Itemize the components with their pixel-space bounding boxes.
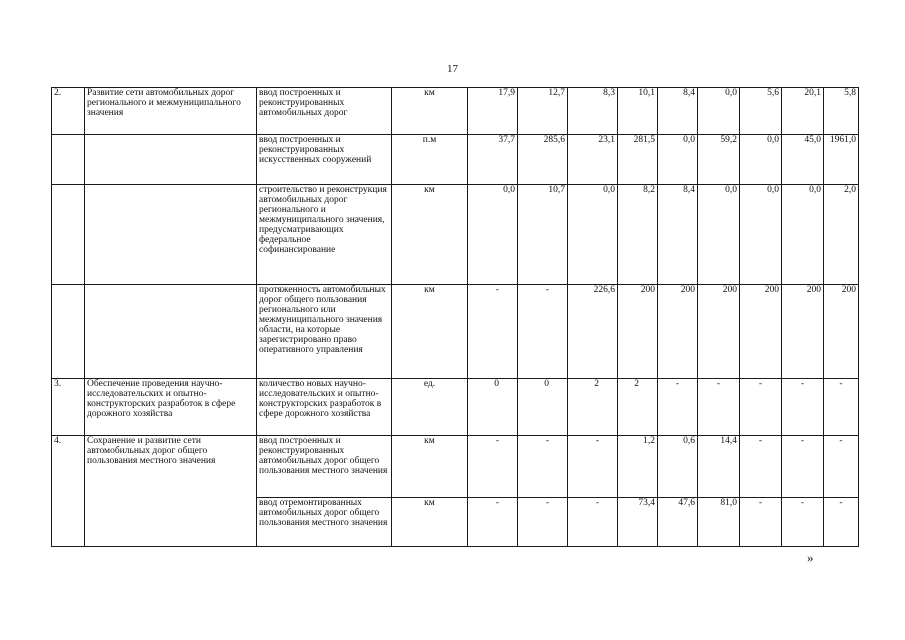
value-cell: 0,0 bbox=[698, 88, 740, 135]
value-cell: - bbox=[518, 285, 568, 379]
value-cell: 73,4 bbox=[618, 498, 658, 547]
value-cell: - bbox=[782, 498, 824, 547]
value-cell: 0 bbox=[518, 379, 568, 436]
value-cell: 285,6 bbox=[518, 135, 568, 185]
value-cell: 5,8 bbox=[824, 88, 859, 135]
value-cell: - bbox=[468, 436, 518, 498]
row-number bbox=[52, 135, 85, 185]
value-cell: - bbox=[824, 436, 859, 498]
row-number bbox=[52, 285, 85, 379]
table-row bbox=[52, 88, 859, 135]
indicator-name: строительство и реконструкция автомобильных дорог регионального и межмуниципального значения, предусматривающих федеральное софинансирование bbox=[257, 185, 392, 285]
indicator-name: ввод построенных и реконструированных автомобильных дорог bbox=[257, 88, 392, 135]
value-cell: 81,0 bbox=[698, 498, 740, 547]
value-cell: 200 bbox=[698, 285, 740, 379]
indicators-table bbox=[51, 87, 859, 547]
unit-cell: ед. bbox=[392, 379, 468, 436]
value-cell: 23,1 bbox=[568, 135, 618, 185]
value-cell: - bbox=[824, 498, 859, 547]
indicator-name: ввод отремонтированных автомобильных дорог общего пользования местного значения bbox=[257, 498, 392, 547]
value-cell: - bbox=[518, 436, 568, 498]
value-cell: 8,4 bbox=[658, 185, 698, 285]
value-cell: 12,7 bbox=[518, 88, 568, 135]
table-row bbox=[52, 285, 859, 379]
value-cell: 0,0 bbox=[740, 135, 782, 185]
value-cell: 0,0 bbox=[468, 185, 518, 285]
value-cell: - bbox=[824, 379, 859, 436]
measure-name: Обеспечение проведения научно-исследовательских и опытно-конструкторских разработок в сфере дорожного хозяйства bbox=[85, 379, 257, 436]
value-cell: 8,3 bbox=[568, 88, 618, 135]
value-cell: 0,0 bbox=[740, 185, 782, 285]
row-number bbox=[52, 185, 85, 285]
measure-name bbox=[85, 285, 257, 379]
value-cell: 200 bbox=[658, 285, 698, 379]
value-cell: - bbox=[568, 436, 618, 498]
unit-cell: км bbox=[392, 185, 468, 285]
value-cell: - bbox=[468, 498, 518, 547]
indicator-name: ввод построенных и реконструированных автомобильных дорог общего пользования местного значения bbox=[257, 436, 392, 498]
value-cell: 1,2 bbox=[618, 436, 658, 498]
value-cell: - bbox=[518, 498, 568, 547]
value-cell: 10,7 bbox=[518, 185, 568, 285]
value-cell: 8,4 bbox=[658, 88, 698, 135]
value-cell: 47,6 bbox=[658, 498, 698, 547]
unit-cell: км bbox=[392, 285, 468, 379]
value-cell: - bbox=[782, 436, 824, 498]
page-number: 17 bbox=[447, 63, 458, 75]
unit-cell: п.м bbox=[392, 135, 468, 185]
measure-name: Развитие сети автомобильных дорог регионального и межмуниципального значения bbox=[85, 88, 257, 135]
value-cell: 10,1 bbox=[618, 88, 658, 135]
value-cell: 14,4 bbox=[698, 436, 740, 498]
value-cell: 2 bbox=[618, 379, 658, 436]
value-cell: 281,5 bbox=[618, 135, 658, 185]
value-cell: 2,0 bbox=[824, 185, 859, 285]
value-cell: - bbox=[740, 498, 782, 547]
value-cell: 0 bbox=[468, 379, 518, 436]
value-cell: 45,0 bbox=[782, 135, 824, 185]
indicator-name: ввод построенных и реконструированных искусственных сооружений bbox=[257, 135, 392, 185]
value-cell: - bbox=[468, 285, 518, 379]
row-number: 2. bbox=[52, 88, 85, 135]
table-row bbox=[52, 379, 859, 436]
value-cell: - bbox=[568, 498, 618, 547]
indicator-name: протяженность автомобильных дорог общего пользования регионального или межмуниципального значения области, на которые зарегистрировано право оперативного управления bbox=[257, 285, 392, 379]
table-row bbox=[52, 135, 859, 185]
value-cell: - bbox=[658, 379, 698, 436]
value-cell: 2 bbox=[568, 379, 618, 436]
closing-quote-mark: » bbox=[807, 550, 814, 565]
table-row bbox=[52, 436, 859, 498]
row-number: 3. bbox=[52, 379, 85, 436]
value-cell: 200 bbox=[824, 285, 859, 379]
value-cell: - bbox=[740, 436, 782, 498]
value-cell: 200 bbox=[618, 285, 658, 379]
value-cell: 0,0 bbox=[658, 135, 698, 185]
indicator-name: количество новых научно-исследовательских и опытно-конструкторских разработок в сфере дорожного хозяйства bbox=[257, 379, 392, 436]
row-number: 4. bbox=[52, 436, 85, 547]
value-cell: 17,9 bbox=[468, 88, 518, 135]
value-cell: 8,2 bbox=[618, 185, 658, 285]
value-cell: 0,0 bbox=[698, 185, 740, 285]
unit-cell: км bbox=[392, 88, 468, 135]
value-cell: - bbox=[740, 379, 782, 436]
value-cell: - bbox=[782, 379, 824, 436]
value-cell: 226,6 bbox=[568, 285, 618, 379]
value-cell: 37,7 bbox=[468, 135, 518, 185]
measure-name bbox=[85, 135, 257, 185]
value-cell: 5,6 bbox=[740, 88, 782, 135]
value-cell: 0,0 bbox=[782, 185, 824, 285]
value-cell: 59,2 bbox=[698, 135, 740, 185]
unit-cell: км bbox=[392, 436, 468, 498]
value-cell: 0,0 bbox=[568, 185, 618, 285]
value-cell: 0,6 bbox=[658, 436, 698, 498]
value-cell: 200 bbox=[740, 285, 782, 379]
table-row bbox=[52, 185, 859, 285]
unit-cell: км bbox=[392, 498, 468, 547]
measure-name bbox=[85, 185, 257, 285]
value-cell: 1961,0 bbox=[824, 135, 859, 185]
value-cell: 200 bbox=[782, 285, 824, 379]
measure-name: Сохранение и развитие сети автомобильных дорог общего пользования местного значения bbox=[85, 436, 257, 547]
value-cell: 20,1 bbox=[782, 88, 824, 135]
value-cell: - bbox=[698, 379, 740, 436]
